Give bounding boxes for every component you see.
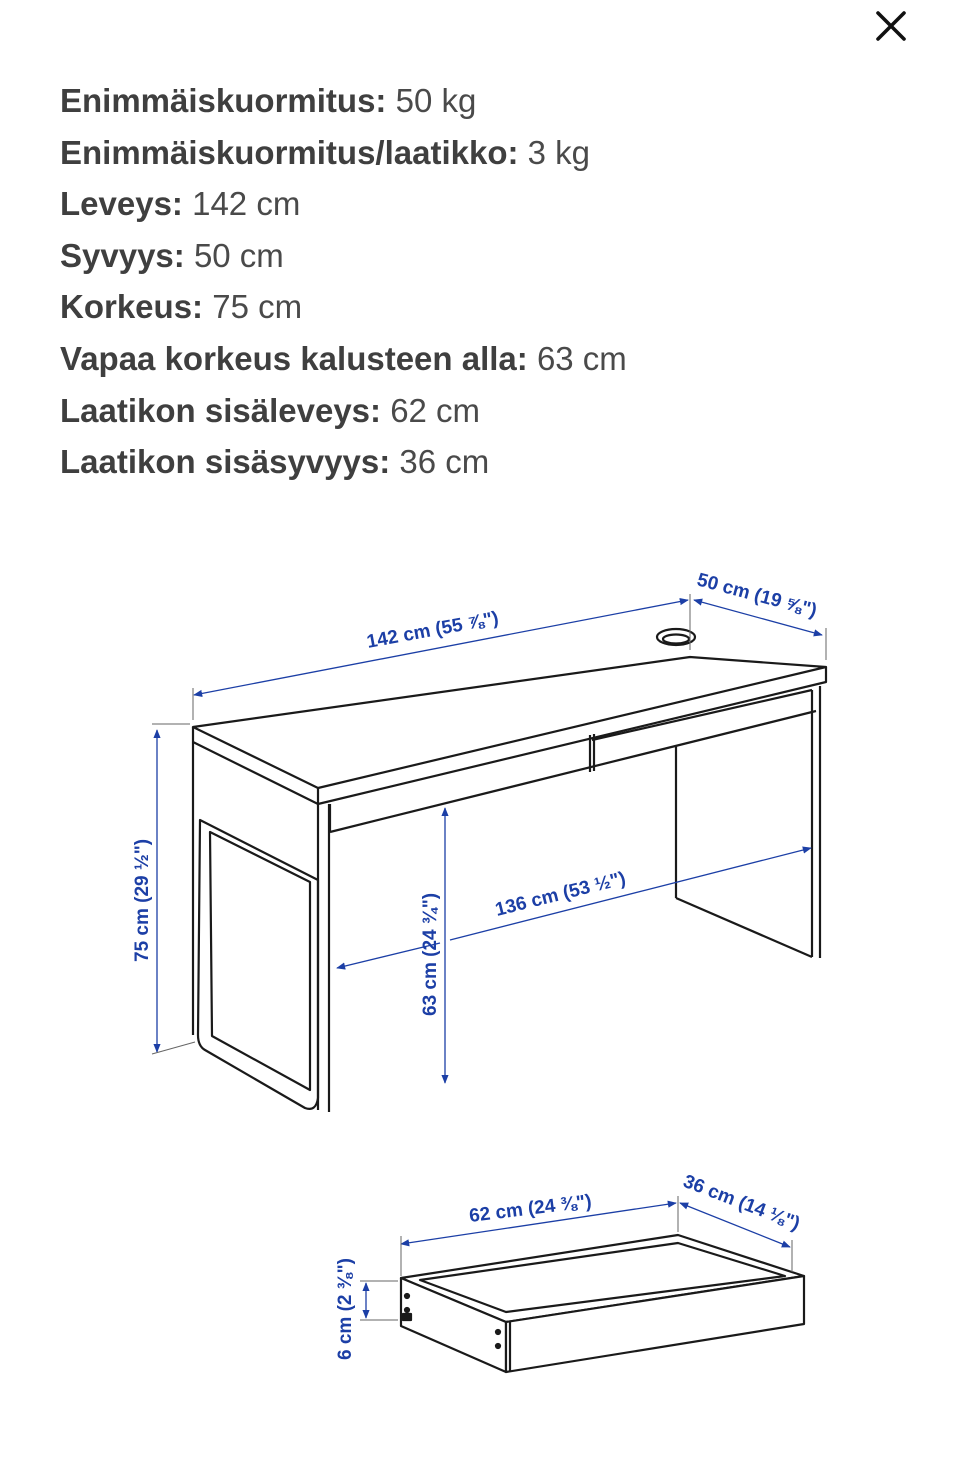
inner-width-label: 136 cm (53 ½") (493, 868, 628, 921)
spec-label: Syvyys: (60, 236, 185, 274)
clear-height-label: 63 cm (24 ¾") (420, 892, 441, 1016)
spec-value: 75 cm (212, 288, 303, 326)
spec-value: 50 kg (395, 82, 477, 119)
desk-height-label: 75 cm (29 ½") (132, 838, 153, 962)
spec-value: 3 kg (527, 133, 591, 171)
spec-row-width (60, 182, 627, 234)
spec-row-height (60, 285, 627, 337)
drawer-depth-label: 36 cm (14 ⅛") (680, 1171, 803, 1235)
spec-row-drawer-inner-depth (60, 440, 627, 492)
drawer-drawing (401, 1235, 804, 1372)
spec-row-clear-height (60, 337, 627, 389)
drawer-height-label: 6 cm (2 ⅜") (335, 1258, 356, 1360)
spec-value: 62 cm (390, 391, 481, 429)
spec-label: Enimmäiskuormitus/laatikko: (60, 133, 519, 171)
desk-width-label: 142 cm (55 ⅞") (365, 607, 501, 653)
close-button[interactable] (866, 6, 916, 46)
spec-row-drawer-inner-width (60, 389, 627, 441)
spec-label: Korkeus: (60, 288, 204, 326)
drawer-width-label: 62 cm (24 ⅜") (468, 1191, 593, 1227)
spec-row-depth (60, 234, 627, 286)
spec-label: Laatikon sisäsyvyys: (60, 443, 391, 481)
desk-depth-label: 50 cm (19 ⅝") (694, 569, 820, 622)
spec-label: Vapaa korkeus kalusteen alla: (60, 339, 528, 377)
spec-value: 36 cm (399, 443, 490, 481)
close-icon (873, 8, 909, 44)
desk-drawing (193, 629, 826, 1112)
spec-value: 63 cm (536, 339, 627, 377)
spec-label: Laatikon sisäleveys: (60, 391, 382, 429)
spec-row-max-load-drawer (60, 131, 627, 183)
spec-label: Enimmäiskuormitus: (60, 82, 387, 119)
spec-value: 50 cm (193, 236, 284, 274)
spec-label: Leveys: (60, 185, 183, 223)
spec-value: 142 cm (192, 185, 301, 223)
dimension-diagram (0, 520, 960, 1471)
spec-row-max-load (60, 82, 627, 131)
specs-list (60, 82, 900, 492)
